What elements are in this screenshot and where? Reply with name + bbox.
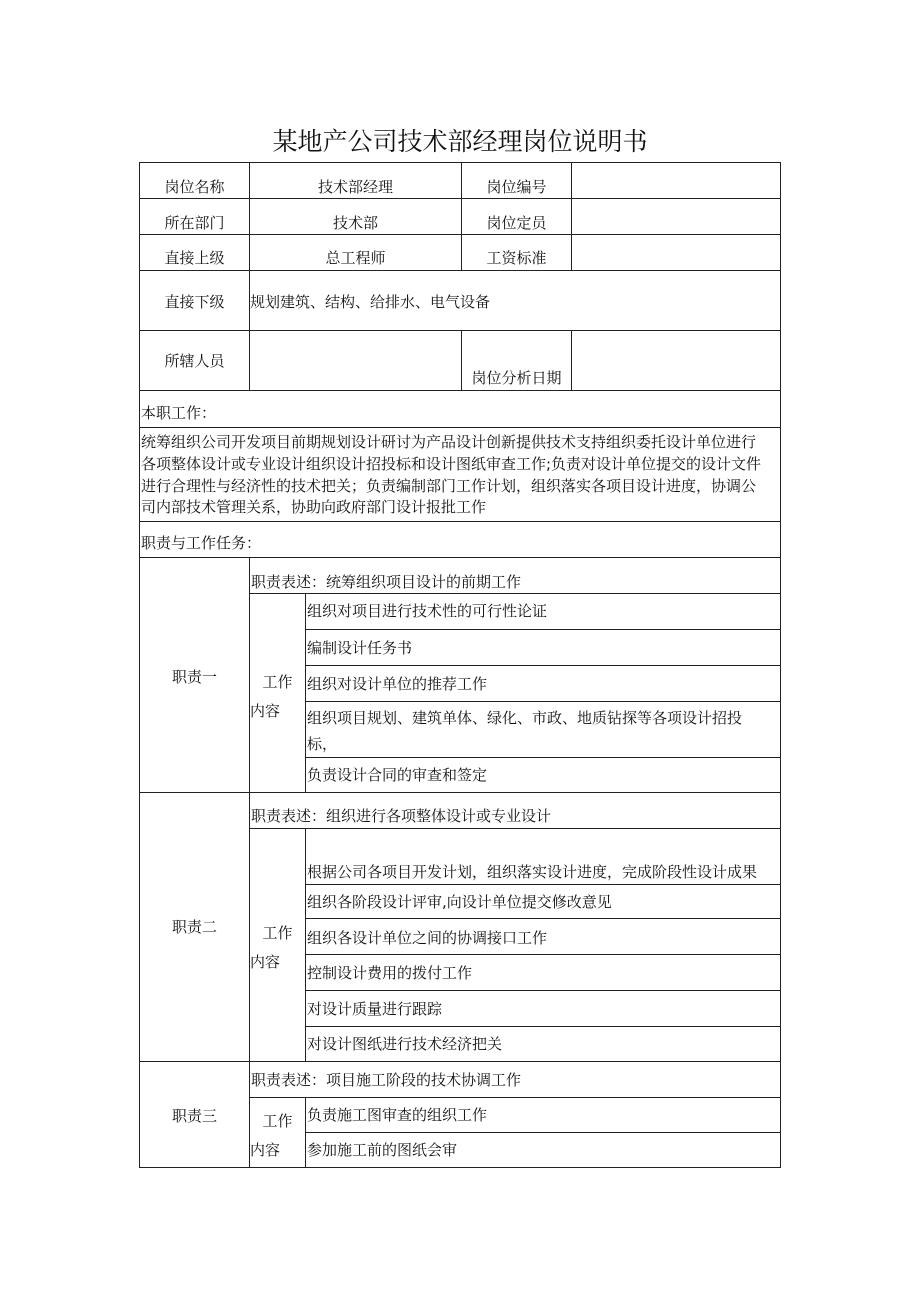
row-divider bbox=[305, 701, 781, 702]
superior-value: 总工程师 bbox=[325, 249, 386, 267]
duty-1-task: 负责设计合同的审查和签定 bbox=[307, 766, 488, 784]
duty-2-task: 根据公司各项目开发计划，组织落实设计进度，完成阶段性设计成果 bbox=[307, 863, 758, 881]
work-content-label: 工作 bbox=[262, 924, 293, 942]
row-divider bbox=[139, 1061, 781, 1062]
department-value: 技术部 bbox=[332, 214, 378, 232]
position-name-label: 岗位名称 bbox=[164, 178, 225, 196]
duty-3-name: 职责三 bbox=[171, 1107, 217, 1125]
work-content-label: 工作 bbox=[262, 1112, 293, 1130]
table-bottom-border bbox=[139, 1167, 781, 1168]
duty-2-task: 对设计图纸进行技术经济把关 bbox=[307, 1035, 503, 1053]
col-divider bbox=[305, 1097, 306, 1167]
col-divider bbox=[305, 828, 306, 1061]
row-divider bbox=[249, 1097, 781, 1098]
superior-label: 直接上级 bbox=[164, 249, 225, 267]
duty-2-task: 控制设计费用的拨付工作 bbox=[307, 964, 473, 982]
duties-label: 职责与工作任务： bbox=[141, 534, 262, 552]
duty-2-task: 组织各阶段设计评审,向设计单位提交修改意见 bbox=[307, 893, 612, 911]
work-content-label: 内容 bbox=[250, 1141, 281, 1159]
work-content-label: 内容 bbox=[250, 953, 281, 971]
main-duty-line: 司内部技术管理关系，协助向政府部门设计报批工作 bbox=[141, 498, 487, 516]
duty-1-statement: 职责表述：统筹组织项目设计的前期工作 bbox=[251, 573, 522, 591]
row-divider bbox=[305, 757, 781, 758]
duty-1-task: 组织项目规划、建筑单体、绿化、市政、地质钻探等各项设计招投 bbox=[307, 709, 743, 727]
duty-3-statement: 职责表述：项目施工阶段的技术协调工作 bbox=[251, 1071, 522, 1089]
duty-2-statement: 职责表述：组织进行各项整体设计或专业设计 bbox=[251, 807, 552, 825]
row-divider bbox=[139, 330, 781, 331]
row-divider bbox=[249, 828, 781, 829]
col-divider bbox=[571, 162, 572, 270]
analysis-date-label: 岗位分析日期 bbox=[471, 369, 562, 387]
headcount-label: 岗位定员 bbox=[486, 214, 547, 232]
row-divider bbox=[305, 990, 781, 991]
main-duty-line: 进行合理性与经济性的技术把关；负责编制部门工作计划，组织落实各项目设计进度，协调公 bbox=[141, 477, 757, 495]
row-divider bbox=[139, 234, 781, 235]
row-divider bbox=[139, 270, 781, 271]
department-label: 所在部门 bbox=[164, 214, 225, 232]
duty-3-task: 负责施工图审查的组织工作 bbox=[307, 1106, 488, 1124]
col-divider bbox=[305, 593, 306, 792]
subordinate-label: 直接下级 bbox=[164, 293, 225, 311]
duty-1-task: 标， bbox=[307, 735, 338, 753]
row-divider bbox=[139, 390, 781, 391]
duty-1-task: 组织对设计单位的推荐工作 bbox=[307, 675, 488, 693]
position-name-value: 技术部经理 bbox=[317, 178, 393, 196]
duty-1-name: 职责一 bbox=[171, 668, 217, 686]
main-duty-line: 各项整体设计或专业设计组织设计招投标和设计图纸审查工作;负责对设计单位提交的设计文件 bbox=[141, 455, 762, 473]
main-duty-label: 本职工作： bbox=[141, 404, 217, 422]
row-divider bbox=[139, 521, 781, 522]
row-divider bbox=[139, 198, 781, 199]
row-divider bbox=[139, 427, 781, 428]
duty-1-task: 组织对项目进行技术性的可行性论证 bbox=[307, 602, 548, 620]
duty-1-task: 编制设计任务书 bbox=[307, 639, 413, 657]
duty-2-task: 对设计质量进行跟踪 bbox=[307, 1000, 443, 1018]
table-top-border bbox=[139, 162, 781, 163]
row-divider bbox=[305, 918, 781, 919]
work-content-label: 工作 bbox=[262, 673, 293, 691]
main-duty-line: 统筹组织公司开发项目前期规划设计研讨为产品设计创新提供技术支持组织委托设计单位进行 bbox=[141, 433, 757, 451]
row-divider bbox=[139, 557, 781, 558]
duty-2-name: 职责二 bbox=[171, 918, 217, 936]
duty-3-task: 参加施工前的图纸会审 bbox=[307, 1141, 458, 1159]
document-title: 某地产公司技术部经理岗位说明书 bbox=[272, 127, 648, 156]
row-divider bbox=[305, 884, 781, 885]
row-divider bbox=[305, 665, 781, 666]
staff-label: 所辖人员 bbox=[164, 352, 225, 370]
position-code-label: 岗位编号 bbox=[486, 178, 547, 196]
row-divider bbox=[305, 1132, 781, 1133]
row-divider bbox=[305, 954, 781, 955]
row-divider bbox=[249, 593, 781, 594]
row-divider bbox=[139, 792, 781, 793]
col-divider bbox=[571, 330, 572, 390]
work-content-label: 内容 bbox=[250, 702, 281, 720]
duty-2-task: 组织各设计单位之间的协调接口工作 bbox=[307, 929, 548, 947]
salary-label: 工资标准 bbox=[486, 249, 547, 267]
subordinate-value: 规划建筑、结构、给排水、电气设备 bbox=[250, 293, 491, 311]
row-divider bbox=[305, 629, 781, 630]
row-divider bbox=[305, 1026, 781, 1027]
